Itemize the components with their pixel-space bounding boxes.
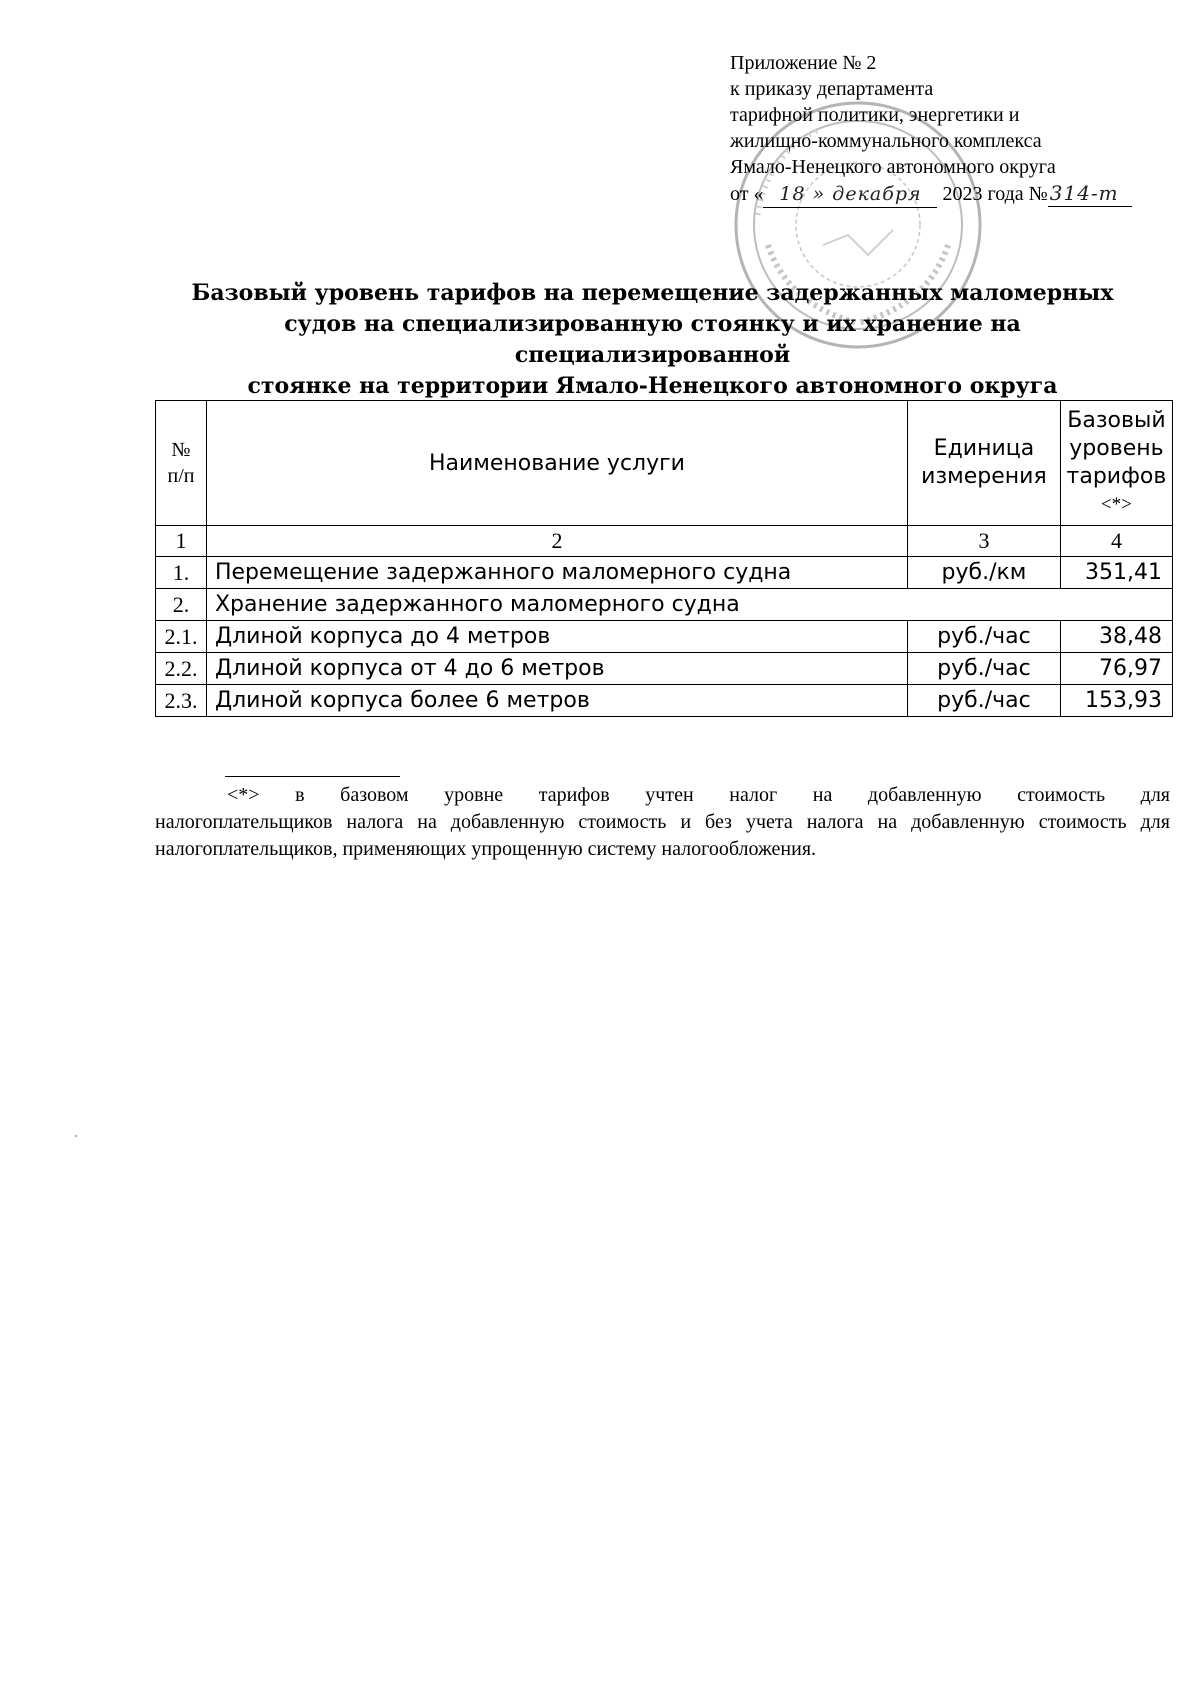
service-name: Длиной корпуса до 4 метров: [206, 621, 907, 653]
document-title: [145, 278, 1160, 402]
appendix-line: к приказу департамента: [730, 78, 934, 100]
header-unit: [908, 401, 1061, 526]
date-month: декабря: [832, 183, 922, 205]
column-number-row: [156, 526, 1173, 557]
row-number: 2.3.: [156, 685, 207, 717]
tariff-value: 351,41: [1060, 557, 1172, 589]
date-day: 18: [779, 183, 806, 205]
handwritten-order-number: 314-т: [1048, 180, 1132, 207]
row-number: 2.1.: [156, 621, 207, 653]
row-number: 1.: [156, 557, 207, 589]
header-service-name: Наименование услуги: [206, 401, 907, 526]
tariff-value: 153,93: [1060, 685, 1172, 717]
header-tariff: [1060, 401, 1172, 526]
footnote-text: налогоплательщиков налога на добавленную стоимость и без учета налога на добавленную стоимость для налогоплательщиков, применяющих упрощенную систему налогообложения.: [155, 811, 1170, 860]
header-tariff-line: уровень: [1069, 436, 1164, 461]
column-number: 1: [156, 526, 207, 557]
column-number: 4: [1060, 526, 1172, 557]
unit: руб./час: [908, 621, 1061, 653]
tariff-value: 76,97: [1060, 653, 1172, 685]
handwritten-date: [763, 181, 937, 208]
service-group-name: Хранение задержанного маломерного судна: [206, 589, 1172, 621]
header-tariff-line: Базовый: [1067, 408, 1166, 433]
unit: руб./км: [908, 557, 1061, 589]
table-row: [156, 557, 1173, 589]
header-num-symbol: №: [171, 439, 191, 461]
table-header-row: [156, 401, 1173, 526]
appendix-line: тарифной политики, энергетики и: [730, 104, 1020, 126]
title-line: стоянке на территории Ямало-Ненецкого автономного округа: [247, 373, 1058, 399]
header-unit-line: Единица: [933, 436, 1035, 461]
date-year: 2023 года №: [942, 183, 1048, 205]
header-unit-line: измерения: [921, 464, 1047, 489]
appendix-line: Ямало-Ненецкого автономного округа: [730, 156, 1056, 178]
title-line: Базовый уровень тарифов на перемещение задержанных маломерных: [191, 280, 1114, 306]
footnote-first-line: <*> в базовом уровне тарифов учтен налог на добавленную стоимость для: [227, 784, 1170, 806]
service-name: Длиной корпуса от 4 до 6 метров: [206, 653, 907, 685]
unit: руб./час: [908, 685, 1061, 717]
table-row: [156, 621, 1173, 653]
appendix-block: [730, 50, 1170, 208]
header-footnote-mark: <*>: [1100, 494, 1132, 515]
header-num-label: п/п: [167, 465, 195, 487]
date-quote: »: [812, 183, 826, 205]
header-tariff-line: тарифов: [1066, 464, 1167, 489]
table-row: [156, 685, 1173, 717]
service-name: Длиной корпуса более 6 метров: [206, 685, 907, 717]
tariff-table: [155, 400, 1173, 717]
footnote-divider: [225, 776, 400, 777]
title-line: судов на специализированную стоянку и их хранение на специализированной: [284, 311, 1021, 368]
date-prefix: от «: [730, 183, 764, 205]
appendix-line: жилищно-коммунального комплекса: [730, 130, 1042, 152]
table-row: [156, 653, 1173, 685]
table-row: [156, 589, 1173, 621]
column-number: 3: [908, 526, 1061, 557]
order-date-line: [730, 180, 1170, 208]
unit: руб./час: [908, 653, 1061, 685]
row-number: 2.2.: [156, 653, 207, 685]
column-number: 2: [206, 526, 907, 557]
footnote: [155, 782, 1170, 863]
scan-speck: [75, 1135, 77, 1137]
row-number: 2.: [156, 589, 207, 621]
service-name: Перемещение задержанного маломерного судна: [206, 557, 907, 589]
header-num: [156, 401, 207, 526]
tariff-value: 38,48: [1060, 621, 1172, 653]
appendix-title: Приложение № 2: [730, 52, 877, 74]
